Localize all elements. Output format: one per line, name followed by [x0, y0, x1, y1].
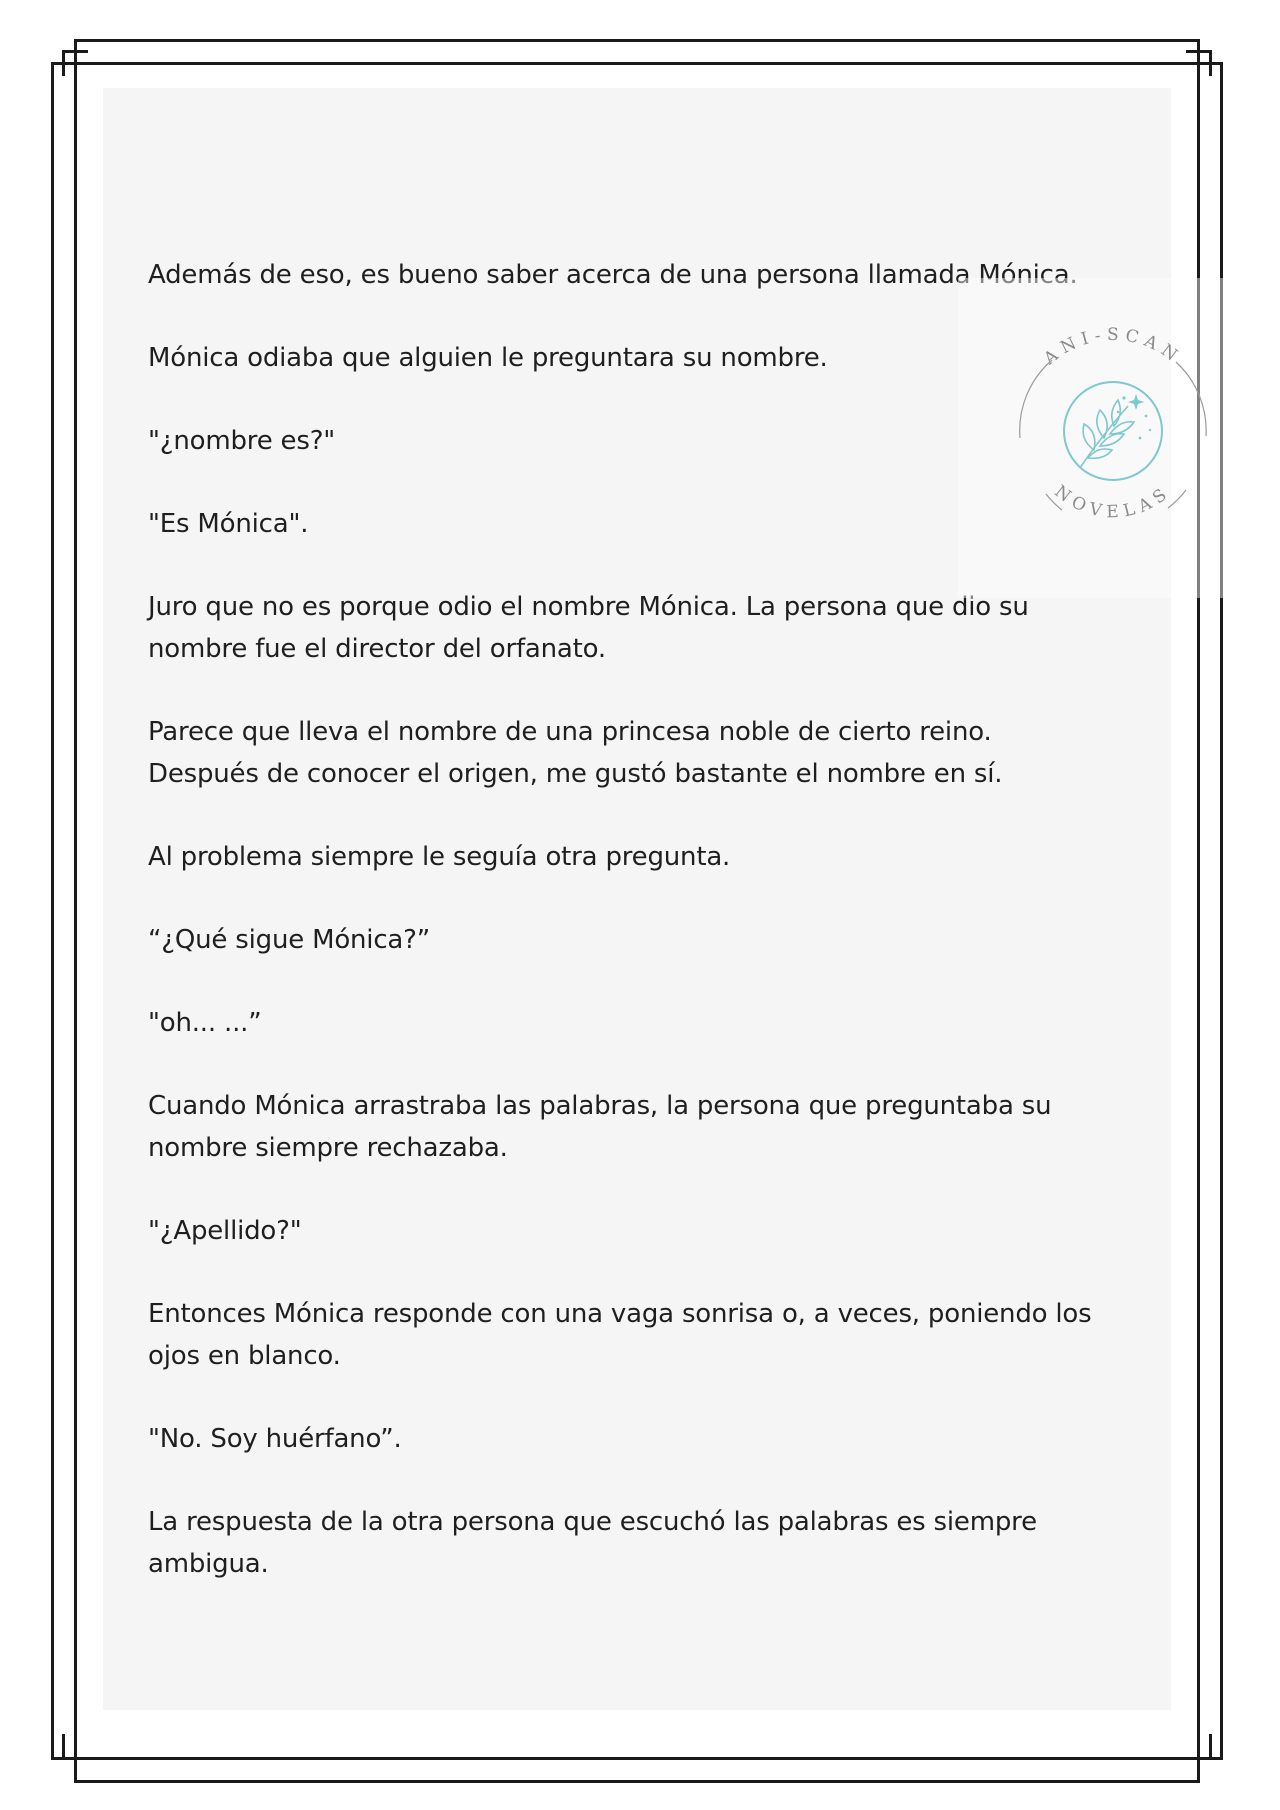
border-corner — [62, 1734, 88, 1760]
watermark-logo — [958, 278, 1268, 598]
paragraph: Juro que no es porque odio el nombre Mónica. La persona que dio su nombre fue el director del orfanato. — [148, 592, 1029, 664]
paragraph: "oh... ...” — [148, 1008, 262, 1038]
watermark-top-text: ANI-SCAN — [1040, 324, 1186, 370]
paragraph: La respuesta de la otra persona que escuchó las palabras es siempre ambigua. — [148, 1507, 1037, 1579]
paragraph: Entonces Mónica responde con una vaga sonrisa o, a veces, poniendo los ojos en blanco. — [148, 1299, 1092, 1371]
border-corner — [1186, 50, 1212, 76]
paragraph: Cuando Mónica arrastraba las palabras, la persona que preguntaba su nombre siempre rechazaba. — [148, 1091, 1052, 1163]
paragraph: “¿Qué sigue Mónica?” — [148, 925, 431, 955]
paragraph: "¿Apellido?" — [148, 1216, 302, 1246]
paragraph: "No. Soy huérfano”. — [148, 1424, 402, 1454]
border-corner — [1186, 1734, 1212, 1760]
svg-text:NOVELAS — [1051, 482, 1176, 523]
paragraph: "Es Mónica". — [148, 509, 309, 539]
paragraph: Además de eso, es bueno saber acerca de una persona llamada Mónica. — [148, 260, 1078, 290]
watermark-bottom-text: NOVELAS — [1050, 481, 1176, 523]
paragraph: Parece que lleva el nombre de una princesa noble de cierto reino. Después de conocer el origen, me gustó bastante el nombre en sí. — [148, 717, 1003, 789]
leaf-moon-icon — [1000, 318, 1226, 544]
paragraph: Mónica odiaba que alguien le preguntara su nombre. — [148, 343, 828, 373]
border-corner — [62, 50, 88, 76]
paragraph: Al problema siempre le seguía otra pregunta. — [148, 842, 731, 872]
svg-text:ANI-SCAN — [1039, 325, 1185, 370]
paragraph: "¿nombre es?" — [148, 426, 336, 456]
